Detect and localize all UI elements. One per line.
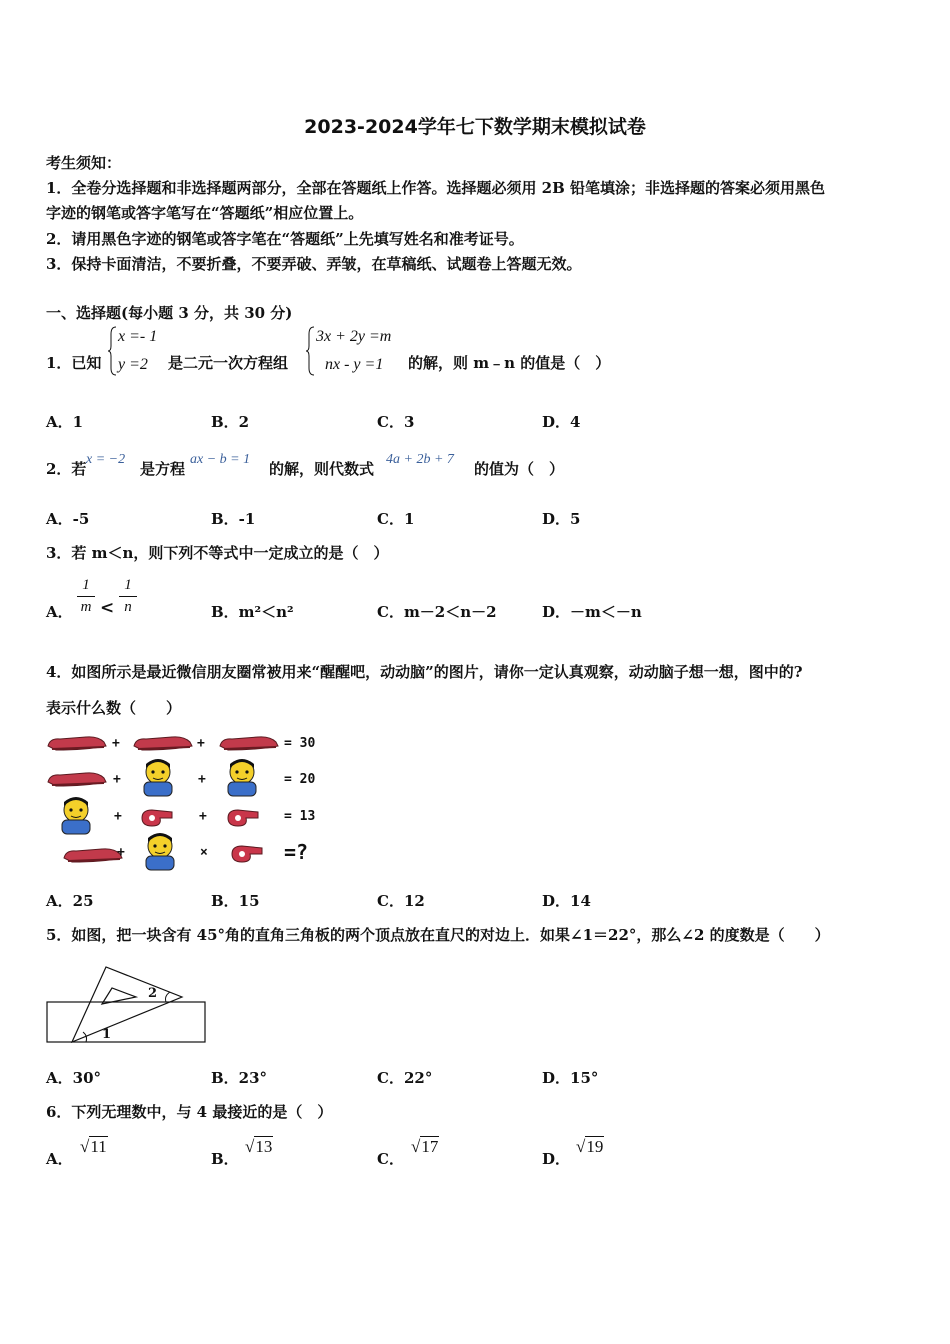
q4-line-1: 4．如图所示是最近微信朋友圈常被用来“醒醒吧，动动脑”的图片，请你一定认真观察，动动脑子想一想，图中的? bbox=[46, 663, 803, 681]
q6-option-c-sqrt: √17 bbox=[411, 1137, 439, 1156]
q6-option-d-sqrt: √19 bbox=[576, 1137, 604, 1156]
q3-fraction-1 bbox=[77, 577, 95, 616]
angle-2-arc bbox=[166, 992, 171, 1002]
q3-option-c: C．m－2＜n－2 bbox=[377, 603, 497, 621]
q3-option-a-label: A． bbox=[46, 603, 73, 621]
q6-option-a-label: A． bbox=[46, 1150, 73, 1168]
q5-ruler-triangle-figure bbox=[46, 962, 211, 1046]
boy-icon bbox=[146, 833, 174, 870]
equation-result-2: = 20 bbox=[284, 772, 316, 787]
q4-line-2: 表示什么数（ ） bbox=[46, 699, 182, 717]
whistle-icon bbox=[142, 810, 172, 826]
q3-fraction-2 bbox=[119, 577, 137, 616]
q5-option-d: D．15° bbox=[542, 1069, 599, 1087]
equation-result-3: = 13 bbox=[284, 809, 316, 824]
plus-operator: + bbox=[199, 809, 207, 824]
notice-heading: 考生须知： bbox=[46, 154, 122, 172]
q6-option-b-sqrt: √13 bbox=[245, 1137, 273, 1156]
q3-option-b: B．m²＜n² bbox=[211, 603, 294, 621]
plus-operator: + bbox=[117, 845, 125, 860]
q4-option-d: D．14 bbox=[542, 892, 591, 910]
q2-option-d: D．5 bbox=[542, 510, 581, 528]
q1-mid: 是二元一次方程组 bbox=[168, 354, 289, 372]
plus-operator: + bbox=[114, 809, 122, 824]
q4-option-a: A．25 bbox=[46, 892, 94, 910]
less-than-sign: < bbox=[100, 598, 115, 618]
boy-icon bbox=[62, 797, 90, 834]
page-title: 2023-2024学年七下数学期末模拟试卷 bbox=[304, 116, 646, 138]
fraction-denominator: n bbox=[124, 599, 132, 615]
q1-pre: 1．已知 bbox=[46, 354, 102, 372]
equation-result-4: =? bbox=[284, 840, 309, 864]
q2-math-1: x = −2 bbox=[86, 452, 126, 467]
q1-option-d: D．4 bbox=[542, 413, 581, 431]
q2-pre: 2．若 bbox=[46, 460, 87, 478]
brace-icon bbox=[306, 326, 316, 376]
q1-system1-eq1: x =- 1 bbox=[118, 328, 158, 345]
q6-text: 6．下列无理数中，与 4 最接近的是（ ） bbox=[46, 1103, 333, 1121]
q6-option-c-label: C． bbox=[377, 1150, 404, 1168]
plus-operator: + bbox=[112, 736, 120, 751]
q5-option-b: B．23° bbox=[211, 1069, 268, 1087]
shoe-icon bbox=[64, 849, 122, 862]
notice-item-2: 2．请用黑色字迹的钢笔或答字笔在“答题纸”上先填写姓名和准考证号。 bbox=[46, 230, 524, 248]
equation-result-1: = 30 bbox=[284, 736, 316, 751]
q2-option-b: B．-1 bbox=[211, 510, 256, 528]
plus-operator: + bbox=[113, 772, 121, 787]
fraction-denominator: m bbox=[80, 599, 92, 615]
q4-option-c: C．12 bbox=[377, 892, 425, 910]
q2-text-2: 的解，则代数式 bbox=[269, 460, 375, 478]
q2-option-c: C．1 bbox=[377, 510, 415, 528]
q2-math-3: 4a + 2b + 7 bbox=[386, 452, 454, 467]
plus-operator: + bbox=[198, 772, 206, 787]
notice-item-1: 1．全卷分选择题和非选择题两部分，全部在答题纸上作答。选择题必须用 2B 铅笔填涂；非选择题的答案必须用黑色 bbox=[46, 179, 826, 197]
boy-icon bbox=[144, 759, 172, 796]
q1-option-b: B．2 bbox=[211, 413, 250, 431]
radicand: 13 bbox=[255, 1137, 273, 1156]
whistle-icon bbox=[228, 810, 258, 826]
shoe-icon bbox=[134, 737, 192, 750]
q6-option-d-label: D． bbox=[542, 1150, 571, 1168]
q3-text: 3．若 m＜n，则下列不等式中一定成立的是（ ） bbox=[46, 544, 389, 562]
q6-option-b-label: B． bbox=[211, 1150, 239, 1168]
whistle-icon bbox=[232, 846, 262, 862]
angle-2-label: 2 bbox=[148, 986, 158, 1001]
q6-option-a-sqrt: √11 bbox=[80, 1137, 107, 1156]
q5-option-a: A．30° bbox=[46, 1069, 102, 1087]
fraction-numerator: 1 bbox=[82, 577, 90, 593]
shoe-icon bbox=[220, 737, 278, 750]
q5-option-c: C．22° bbox=[377, 1069, 433, 1087]
q2-math-2: ax − b = 1 bbox=[190, 452, 251, 467]
brace-icon bbox=[108, 326, 118, 376]
q2-text-3: 的值为（ ） bbox=[474, 460, 565, 478]
q1-option-c: C．3 bbox=[377, 413, 415, 431]
q1-system1-eq2: y =2 bbox=[118, 356, 148, 373]
shoe-icon bbox=[48, 773, 106, 786]
boy-icon bbox=[228, 759, 256, 796]
notice-item-3: 3．保持卡面清洁，不要折叠，不要弄破、弄皱，在草稿纸、试题卷上答题无效。 bbox=[46, 255, 582, 273]
q4-option-b: B．15 bbox=[211, 892, 260, 910]
triangle-outer bbox=[72, 967, 182, 1042]
q1-option-a: A．1 bbox=[46, 413, 84, 431]
q1-system2-eq1: 3x + 2y =m bbox=[316, 328, 392, 345]
q1-system2-eq2: nx - y =1 bbox=[325, 356, 384, 373]
notice-item-1-cont: 字迹的钢笔或答字笔写在“答题纸”相应位置上。 bbox=[46, 204, 364, 222]
radicand: 11 bbox=[90, 1137, 107, 1156]
section-heading: 一、选择题(每小题 3 分，共 30 分) bbox=[46, 304, 293, 322]
radicand: 19 bbox=[586, 1137, 604, 1156]
times-operator: × bbox=[200, 845, 208, 860]
plus-operator: + bbox=[197, 736, 205, 751]
angle-1-label: 1 bbox=[102, 1027, 112, 1042]
q2-text-1: 是方程 bbox=[140, 460, 186, 478]
q2-option-a: A．-5 bbox=[46, 510, 90, 528]
radicand: 17 bbox=[421, 1137, 439, 1156]
shoe-icon bbox=[48, 737, 106, 750]
ruler-shape bbox=[47, 1002, 205, 1042]
q5-text: 5．如图，把一块含有 45°角的直角三角板的两个顶点放在直尺的对边上．如果∠1＝22°，那么∠2 的度数是（ ） bbox=[46, 926, 830, 944]
fraction-numerator: 1 bbox=[124, 577, 132, 593]
q1-post: 的解，则 m﹣n 的值是（ ） bbox=[408, 354, 611, 372]
q3-option-d: D．－m＜－n bbox=[542, 603, 642, 621]
